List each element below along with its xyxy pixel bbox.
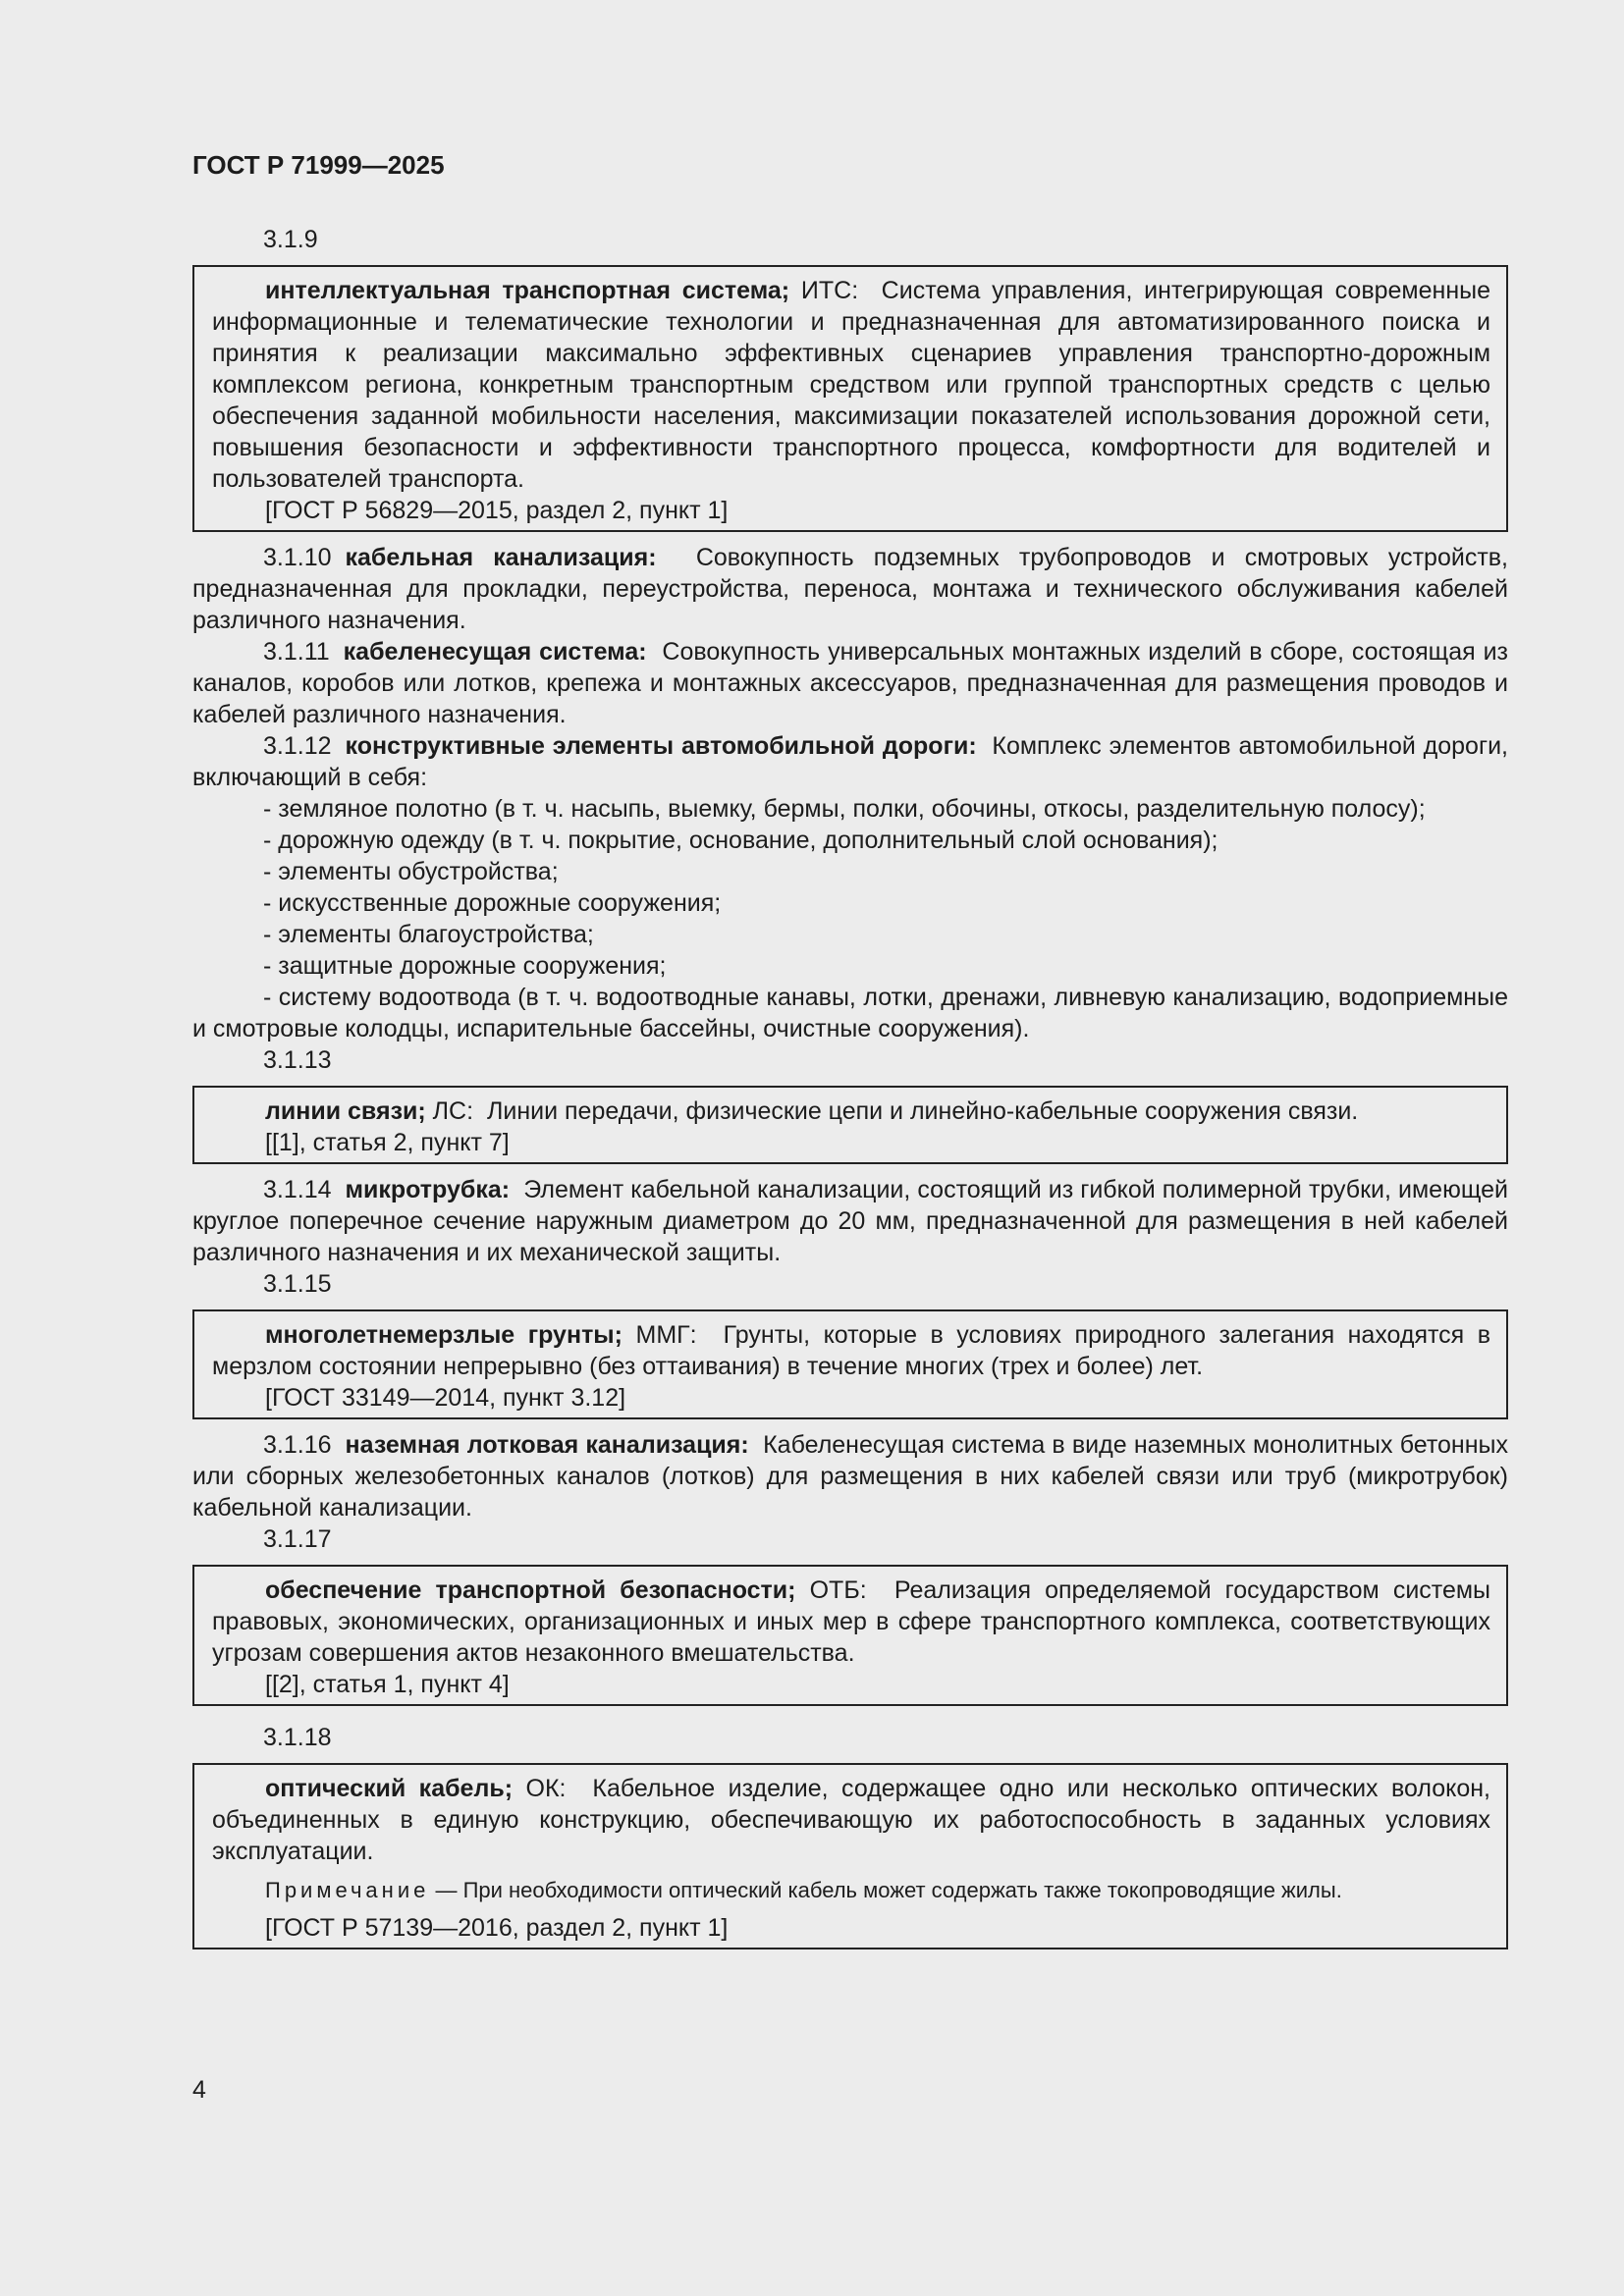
- term-text: Кабеленесущая система в виде наземных монолитных бетонных или сборных железобетонных каналов (лотков) для размещения в них кабелей связи или труб (микротрубок) кабельной канализации.: [192, 1431, 1508, 1522]
- term-source: [ГОСТ 33149—2014, пункт 3.12]: [265, 1384, 626, 1412]
- term-box-its: [192, 265, 1508, 532]
- term-abbr: ЛС:: [425, 1097, 474, 1125]
- note-label: Примечание: [265, 1878, 430, 1902]
- term-abbr: ОТБ:: [795, 1576, 867, 1604]
- term-name: кабеленесущая система:: [343, 638, 647, 666]
- list-item: - земляное полотно (в т. ч. насыпь, выемку, бермы, полки, обочины, откосы, разделительную полосу);: [263, 795, 1426, 823]
- term-abbr: ММГ:: [623, 1321, 697, 1349]
- term-abbr: ОК:: [513, 1775, 567, 1802]
- term-name: многолетнемерзлые грунты;: [265, 1321, 623, 1349]
- list-item: - элементы обустройства;: [263, 858, 559, 885]
- term-box-mmg: [192, 1309, 1508, 1419]
- term-number: 3.1.16: [263, 1431, 332, 1459]
- term-text: Элемент кабельной канализации, состоящий из гибкой полимерной трубки, имеющей круглое поперечное сечение наружным диаметром до 20 мм, предназначенной для размещения в ней кабелей различного назначения и их механической защиты.: [192, 1176, 1508, 1266]
- term-source: [[1], статья 2, пункт 7]: [265, 1129, 510, 1156]
- term-definition: [192, 1429, 1508, 1523]
- term-box-otb: [192, 1565, 1508, 1706]
- term-name: обеспечение транспортной безопасности;: [265, 1576, 796, 1604]
- term-number: 3.1.10: [263, 544, 332, 571]
- terms-section: [192, 224, 1508, 1949]
- term-name: оптический кабель;: [265, 1775, 514, 1802]
- term-number: 3.1.14: [263, 1176, 332, 1203]
- term-definition: [192, 1174, 1508, 1268]
- term-text: Система управления, интегрирующая современные информационные и телематические технологии и предназначенная для автоматизированного поиска и принятия к реализации максимально эффективных сценариев управления транспортно-дорожным комплексом региона, конкретным транспортным средством или группой транспортных средств с целью обеспечения заданной мобильности населения, максимизации показателей использования дорожной сети, повышения безопасности и эффективности транспортного процесса, комфортности для водителей и пользователей транспорта.: [212, 277, 1490, 493]
- term-box-ok: [192, 1763, 1508, 1949]
- term-name: интеллектуальная транспортная система;: [265, 277, 790, 304]
- term-note: [212, 1875, 1490, 1906]
- term-number: 3.1.17: [263, 1525, 332, 1553]
- term-text: Грунты, которые в условиях природного залегания находятся в мерзлом состоянии непрерывно (без оттаивания) в течение многих (трех и более) лет.: [212, 1321, 1490, 1380]
- list-item: - дорожную одежду (в т. ч. покрытие, основание, дополнительный слой основания);: [263, 827, 1218, 854]
- term-source: [[2], статья 1, пункт 4]: [265, 1671, 510, 1698]
- term-definition: [192, 730, 1508, 793]
- term-definition: [192, 636, 1508, 730]
- page-number: 4: [192, 2076, 206, 2104]
- term-name: наземная лотковая канализация:: [345, 1431, 749, 1459]
- term-definition: [212, 1319, 1490, 1382]
- term-text: Комплекс элементов автомобильной дороги, включающий в себя:: [192, 732, 1508, 791]
- term-number: 3.1.11: [263, 638, 330, 666]
- term-number: 3.1.9: [263, 226, 318, 253]
- term-name: линии связи;: [265, 1097, 426, 1125]
- term-name: конструктивные элементы автомобильной дороги:: [345, 732, 977, 760]
- term-name: кабельная канализация:: [345, 544, 657, 571]
- list-item: - элементы благоустройства;: [263, 921, 594, 948]
- term-definition: [192, 542, 1508, 636]
- term-number: 3.1.13: [263, 1046, 332, 1074]
- term-text: Совокупность подземных трубопроводов и смотровых устройств, предназначенная для прокладки, переустройства, переноса, монтажа и технического обслуживания кабелей различного назначения.: [192, 544, 1508, 634]
- list-item: - искусственные дорожные сооружения;: [263, 889, 722, 917]
- term-source: [ГОСТ Р 56829—2015, раздел 2, пункт 1]: [265, 497, 729, 524]
- term-source: [ГОСТ Р 57139—2016, раздел 2, пункт 1]: [265, 1914, 729, 1942]
- term-text: Кабельное изделие, содержащее одно или несколько оптических волокон, объединенных в единую конструкцию, обеспечивающую их работоспособность в заданных условиях эксплуатации.: [212, 1775, 1490, 1865]
- term-number: 3.1.15: [263, 1270, 332, 1298]
- term-text: Совокупность универсальных монтажных изделий в сборе, состоящая из каналов, коробов или лотков, крепежа и монтажных аксессуаров, предназначенная для размещения проводов и кабелей различного назначения.: [192, 638, 1508, 728]
- document-id-header: ГОСТ Р 71999—2025: [192, 150, 445, 180]
- note-text: — При необходимости оптический кабель может содержать также токопроводящие жилы.: [429, 1878, 1342, 1902]
- term-definition: [212, 1095, 1490, 1127]
- term-definition: [212, 275, 1490, 495]
- term-number: 3.1.12: [263, 732, 332, 760]
- list-item: - систему водоотвода (в т. ч. водоотводные канавы, лотки, дренажи, ливневую канализацию, водоприемные и смотровые колодцы, испарительные бассейны, очистные сооружения).: [192, 984, 1508, 1042]
- term-box-ls: [192, 1086, 1508, 1164]
- list-item: - защитные дорожные сооружения;: [263, 952, 667, 980]
- term-abbr: ИТС:: [789, 277, 859, 304]
- term-name: микротрубка:: [345, 1176, 511, 1203]
- term-text: Линии передачи, физические цепи и линейно-кабельные сооружения связи.: [486, 1097, 1359, 1125]
- term-number: 3.1.18: [263, 1724, 332, 1751]
- term-definition: [212, 1575, 1490, 1669]
- term-text: Реализация определяемой государством системы правовых, экономических, организационных и иных мер в сфере транспортного комплекса, соответствующих угрозам совершения актов незаконного вмешательства.: [212, 1576, 1491, 1667]
- term-definition: [212, 1773, 1490, 1867]
